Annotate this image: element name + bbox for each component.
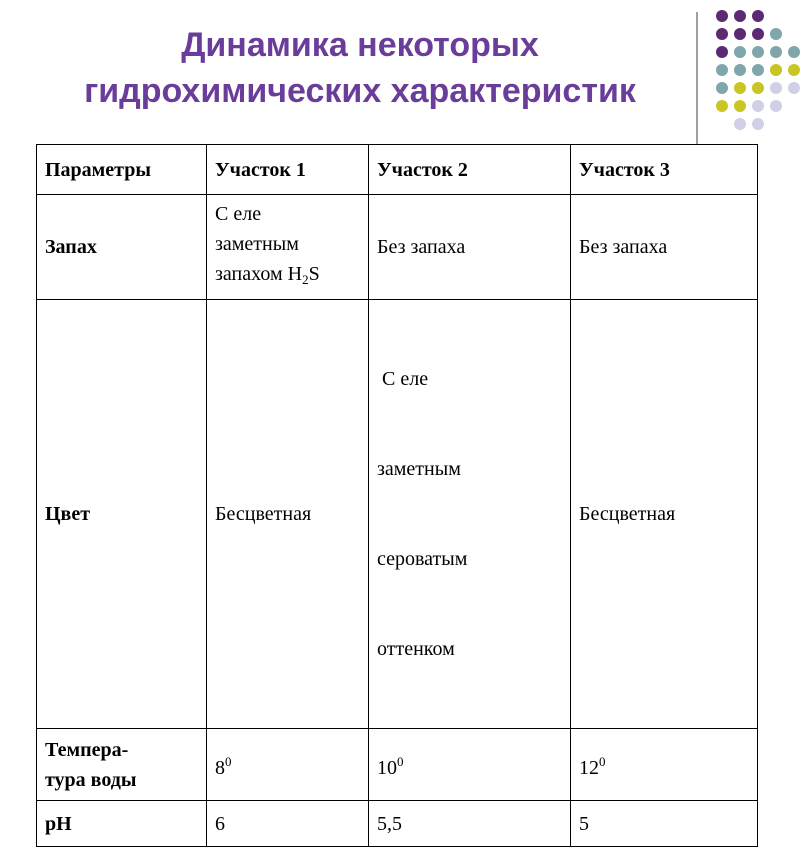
table-row: [37, 729, 758, 801]
decor-dot: [770, 82, 782, 94]
decor-dot: [752, 28, 764, 40]
title-line-1: Динамика некоторых: [181, 26, 539, 64]
row-label: Цвет: [37, 300, 207, 729]
table-cell: $8^0$: [207, 729, 369, 801]
row-label: Запах: [37, 195, 207, 300]
decor-dot: [770, 100, 782, 112]
table-header-row: [37, 145, 758, 195]
table-cell: С еле заметным сероватым оттенком: [369, 300, 571, 729]
table-cell: С еле заметным запахом $H_2S$: [207, 195, 369, 300]
title-line-2: гидрохимических характеристик: [84, 72, 636, 110]
slide-title: [40, 22, 680, 114]
decor-dot: [716, 82, 728, 94]
decor-dot: [716, 28, 728, 40]
decor-dot: [752, 64, 764, 76]
decor-dot: [752, 10, 764, 22]
decor-dot: [788, 82, 800, 94]
table-cell: $12^0$: [571, 729, 758, 801]
decor-dot: [752, 100, 764, 112]
decorative-divider: [696, 12, 698, 144]
table-cell: 5: [571, 801, 758, 847]
header-cell: Параметры: [37, 145, 207, 195]
decor-dot: [716, 100, 728, 112]
decor-dot: [734, 28, 746, 40]
decor-dot: [770, 46, 782, 58]
table-cell: $10^0$: [369, 729, 571, 801]
decor-dot: [752, 46, 764, 58]
decor-dot: [752, 82, 764, 94]
table-cell: Бесцветная: [207, 300, 369, 729]
header-cell: Участок 3: [571, 145, 758, 195]
table-row: [37, 195, 758, 300]
decor-dot: [770, 64, 782, 76]
table-cell: 5,5: [369, 801, 571, 847]
decor-dot: [716, 64, 728, 76]
decor-dot: [734, 100, 746, 112]
table-row: [37, 801, 758, 847]
decor-dot: [734, 10, 746, 22]
table-row: [37, 300, 758, 729]
header-cell: Участок 1: [207, 145, 369, 195]
decor-dot: [770, 28, 782, 40]
row-label: Темпера- тура воды: [37, 729, 207, 801]
decor-dot: [788, 46, 800, 58]
decor-dot: [716, 46, 728, 58]
table-cell: Бесцветная: [571, 300, 758, 729]
table-cell: Без запаха: [369, 195, 571, 300]
decor-dot: [734, 118, 746, 130]
parameters-table: [36, 144, 758, 847]
decor-dot: [734, 82, 746, 94]
decorative-dot-grid: [712, 10, 800, 130]
decor-dot: [716, 10, 728, 22]
table-cell: Без запаха: [571, 195, 758, 300]
table-cell: 6: [207, 801, 369, 847]
decor-dot: [752, 118, 764, 130]
decor-dot: [734, 46, 746, 58]
row-label: pH: [37, 801, 207, 847]
decor-dot: [788, 64, 800, 76]
decor-dot: [734, 64, 746, 76]
header-cell: Участок 2: [369, 145, 571, 195]
